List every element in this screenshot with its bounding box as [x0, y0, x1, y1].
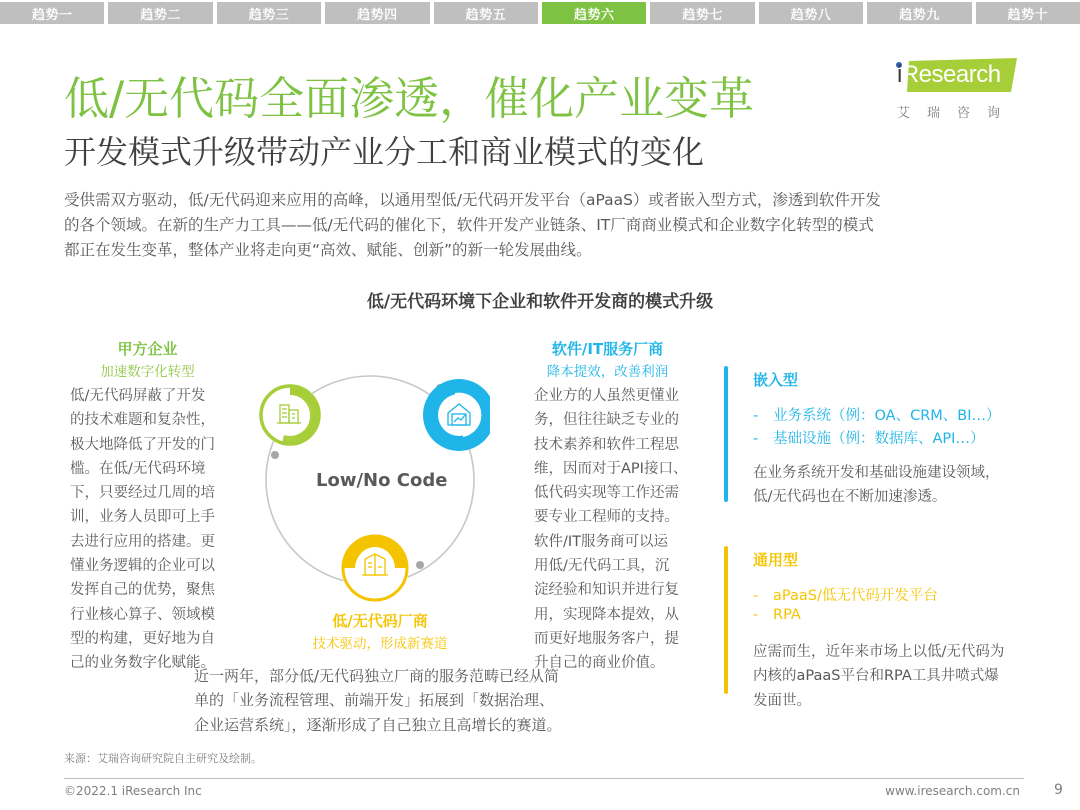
- general-type-block: [724, 546, 1044, 709]
- software-it-description: 企业方的人虽然更懂业 务，但往往缺乏专业的 技术素养和软件工程思 维，因而对于API接口、 低代码实现等工作还需 要专业工程师的支持。 软件/IT服务商可以运 用低/无代码工具，沉 淀经验和知识并进行复 用，实现降本提效，从 而更好地服务客户，提 升自己的商业价值。: [534, 388, 688, 672]
- tab-trend-7[interactable]: 趋势七: [650, 2, 754, 24]
- enterprise-subtitle: 加速数字化转型: [100, 364, 195, 380]
- vendor-description: 近一两年，部分低/无代码独立厂商的服务范畴已经从简 单的「业务流程管理、前端开发」拓展到「数据治理、 企业运营系统」，逐渐形成了自己独立且高增长的赛道。: [194, 667, 562, 734]
- vendor-node: [341, 534, 409, 602]
- iresearch-logo: [893, 58, 1033, 122]
- tab-trend-1[interactable]: 趋势一: [0, 2, 104, 24]
- embedded-item: - 业务系统（例：OA、CRM、BI…）: [753, 408, 1001, 424]
- trend-tabs: [0, 2, 1080, 24]
- page-title: 低/无代码全面渗透，催化产业变革: [64, 72, 755, 125]
- connector-dot: [271, 451, 279, 459]
- embedded-title: 嵌入型: [753, 371, 799, 389]
- enterprise-node: [259, 384, 321, 446]
- source-note: 来源：艾瑞咨询研究院自主研究及绘制。: [64, 752, 262, 765]
- software-it-title: 软件/IT服务厂商: [551, 340, 664, 358]
- tab-trend-5[interactable]: 趋势五: [434, 2, 538, 24]
- vendor-title: 低/无代码厂商: [332, 612, 428, 630]
- general-description: 应需而生，近年来市场上以低/无代码为 内核的aPaaS平台和RPA工具井喷式爆 发面世。: [753, 644, 1005, 709]
- software-it-subtitle: 降本提效，改善利润: [546, 364, 669, 380]
- diagram-title: 低/无代码环境下企业和软件开发商的模式升级: [366, 292, 714, 312]
- intro-paragraph: 受供需双方驱动，低/无代码迎来应用的高峰，以通用型低/无代码开发平台（aPaaS）或者嵌入型方式，渗透到软件开发 的各个领域。在新的生产力工具——低/无代码的催化下，软件开发产业链条、IT厂商商业模式和企业数字化转型的模式 都正在发生变革，整体产业将走向更“高效、赋能、创新”的新一轮发展曲线。: [64, 191, 881, 259]
- tab-trend-9[interactable]: 趋势九: [867, 2, 971, 24]
- embedded-item: - 基础设施（例：数据库、API…）: [753, 431, 985, 447]
- general-item: - RPA: [753, 607, 801, 623]
- embedded-type-block: [724, 366, 1044, 506]
- footer-divider: [64, 778, 1024, 779]
- vendor-subtitle: 技术驱动，形成新赛道: [312, 636, 448, 652]
- connector-dot: [416, 561, 424, 569]
- tab-trend-10[interactable]: 趋势十: [976, 2, 1080, 24]
- embedded-accent-bar: [724, 366, 728, 502]
- embedded-description: 在业务系统开发和基础设施建设领域， 低/无代码也在不断加速渗透。: [753, 465, 1000, 506]
- tab-trend-6[interactable]: 趋势六: [542, 2, 646, 24]
- logo-chinese-name: 艾瑞咨询: [897, 106, 1018, 121]
- tab-trend-3[interactable]: 趋势三: [217, 2, 321, 24]
- general-title: 通用型: [753, 551, 799, 569]
- general-accent-bar: [724, 546, 728, 694]
- tab-trend-4[interactable]: 趋势四: [325, 2, 429, 24]
- tab-trend-2[interactable]: 趋势二: [108, 2, 212, 24]
- software-it-node: [423, 379, 490, 451]
- tab-trend-8[interactable]: 趋势八: [759, 2, 863, 24]
- page-number: 9: [1054, 782, 1063, 798]
- enterprise-title: 甲方企业: [117, 340, 178, 358]
- copyright: ©2022.1 iResearch Inc: [64, 784, 202, 798]
- page-subtitle: 开发模式升级带动产业分工和商业模式的变化: [64, 133, 705, 171]
- website-link[interactable]: www.iresearch.com.cn: [885, 784, 1020, 798]
- logo-wordmark: iResearch: [897, 61, 1001, 88]
- center-label: Low/No Code: [316, 470, 448, 491]
- enterprise-description: 低/无代码屏蔽了开发 的技术难题和复杂性， 极大地降低了开发的门 槛。在低/无代码环境 下，只要经过几周的培 训，业务人员即可上手 去进行应用的搭建。更 懂业务逻辑的企业可以 发挥自己的优势，聚焦 行业核心算子、领域模 型的构建，更好地为自 己的业务数字化赋能。: [70, 388, 215, 672]
- general-item: - aPaaS/低无代码开发平台: [753, 588, 938, 604]
